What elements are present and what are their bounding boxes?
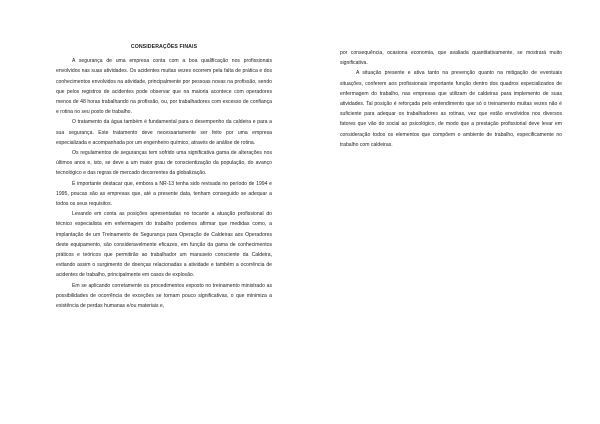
- paragraph: Em se aplicando corretamente os procedimentos exposto no treinamento ministrado as possibilidades de ocorrência de exceções se tornam pouco significativas, o que minimiza a existência de perdas humanas e/ou materiais e,: [56, 282, 272, 310]
- paragraph: A situação presente e ativa tanto na prevenção quanto na mitigação de eventuais situações, conferem aos profissionais importante função dentro dos quadros especializados de enfermagem do trabalho, nas empresas que utilizam de caldeiras para implemento de suas atividades. Tal posição é reforçada pelo entendimento que só o treinamento muitas vezes não é suficiente para adequar os trabalhadores as rotinas, vez que estão envolvidos nos diversos fatores que vão do social ao psicológico, de modo que a prestação profissional deve levar em consideração todos os elementos que compõem o ambiente de trabalho, especificamente no trabalho com caldeiras.: [340, 70, 562, 148]
- paragraph: O tratamento da água também é fundamental para o desempenho da caldeira e para a sua segurança. Este tratamento deve necessariamente ser feito por uma empresa especializada e acompanhada por um engenheiro químico, através de análise de rotina.: [56, 119, 272, 146]
- paragraph: Levando em conta as posições apresentadas no tocante a atuação profissional do técnico especialista em enfermagem do trabalho podemos afirmar que medidas como, a implantação de um Treinamento de Segurança para Operação de Caldeiras aos Operadores deste equipamento, são consideravelmente eficazes, em função da gama de conhecimentos práticos e teóricos que permitirão ao trabalhador um manuseio consciente da Caldeira, evitando assim o surgimento de doenças relacionadas a atividade e também a ocorrência de acidentes de trabalho, principalmente em casos de explosão.: [56, 211, 272, 279]
- left-column: [56, 42, 272, 311]
- paragraph: É importante destacar que, embora a NR-13 tenha sido revisada no período de 1994 e 1995, poucas são as empresas que, até a presente data, tenham conseguido se adequar a todos os seus requisitos.: [56, 180, 272, 208]
- paragraph-continuation: por consequência, ocasiona economia, que avaliada quantitativamente, se mostrará muito significativa.: [340, 50, 562, 67]
- section-heading: CONSIDERAÇÕES FINAIS: [130, 44, 198, 50]
- right-column: [340, 48, 562, 150]
- paragraph: A segurança de uma empresa conta com a boa qualificação nos profissionais envolvidos nas suas atividades. Os acidentes muitas vezes ocorrem pela falta de prática e dos conhecimentos envolvidos na atividade, principalmente por pessoas novas na profissão, sendo que pelos registros de acidentes pode observar que na maioria acontece com operadores menos de 48 horas trabalhando na profissão, ou, por trabalhadores com excesso de confiança e rotina no seu posto de trabalho.: [56, 58, 272, 116]
- paragraph: Os regulamentos de seguranças tem sofrido uma significativa gama de alterações nos últimos anos e, isto, se deve a um maior grau de conscientização da população, do avanço tecnológico e das regras de mercado decorrentes da globalização.: [56, 150, 272, 177]
